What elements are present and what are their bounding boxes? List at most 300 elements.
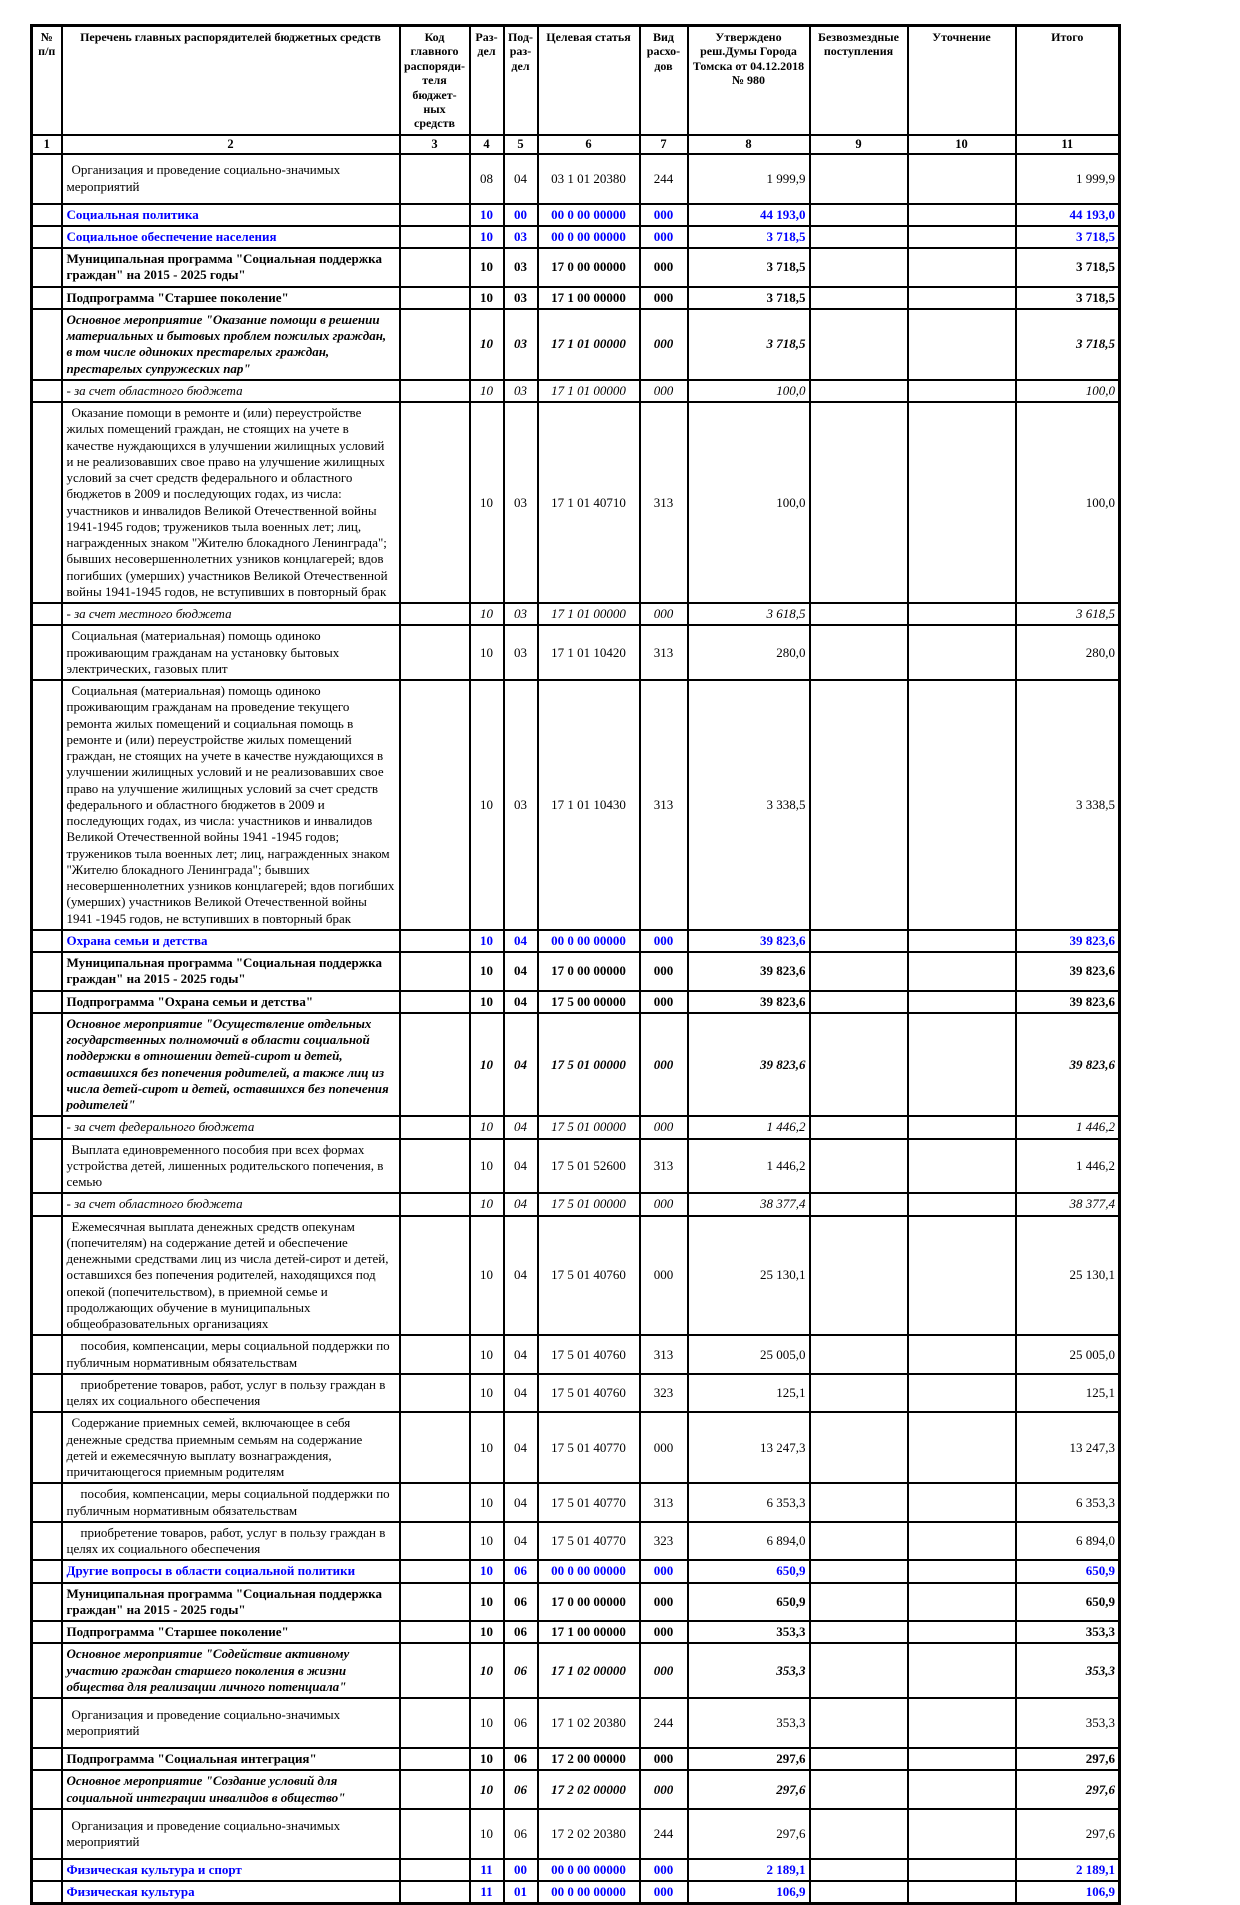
table-row xyxy=(32,1698,1120,1748)
cell-expense-type: 313 xyxy=(640,1335,688,1374)
cell-grbs-code xyxy=(400,625,470,680)
cell-podrazdel: 04 xyxy=(504,1139,538,1194)
cell-num xyxy=(32,226,62,248)
cell-num xyxy=(32,952,62,991)
cell-expense-type: 313 xyxy=(640,1139,688,1194)
table-header xyxy=(32,26,1120,154)
cell-target-article: 17 1 01 10420 xyxy=(538,625,640,680)
cell-num xyxy=(32,1770,62,1809)
cell-total: 297,6 xyxy=(1016,1748,1120,1770)
table-row xyxy=(32,309,1120,380)
table-row xyxy=(32,402,1120,603)
cell-target-article: 00 0 00 00000 xyxy=(538,1859,640,1881)
cell-target-article: 00 0 00 00000 xyxy=(538,204,640,226)
cell-num xyxy=(32,1809,62,1859)
cell-grbs-code xyxy=(400,1770,470,1809)
cell-razdel: 10 xyxy=(470,204,504,226)
cell-approved: 1 999,9 xyxy=(688,154,810,204)
cell-target-article: 00 0 00 00000 xyxy=(538,226,640,248)
cell-podrazdel: 06 xyxy=(504,1809,538,1859)
cell-num xyxy=(32,154,62,204)
table-row xyxy=(32,1374,1120,1413)
cell-target-article: 17 0 00 00000 xyxy=(538,952,640,991)
cell-razdel: 10 xyxy=(470,930,504,952)
cell-target-article: 17 5 01 40760 xyxy=(538,1335,640,1374)
cell-num xyxy=(32,402,62,603)
cell-podrazdel: 04 xyxy=(504,930,538,952)
cell-expense-type: 323 xyxy=(640,1374,688,1413)
cell-target-article: 17 5 01 52600 xyxy=(538,1139,640,1194)
cell-grbs-code xyxy=(400,287,470,309)
cell-num xyxy=(32,1698,62,1748)
cell-razdel: 11 xyxy=(470,1859,504,1881)
cell-podrazdel: 00 xyxy=(504,1859,538,1881)
cell-name: Выплата единовременного пособия при всех формах устройства детей, лишенных родительского попечения, в семью xyxy=(62,1139,400,1194)
cell-target-article: 17 5 01 00000 xyxy=(538,1193,640,1215)
cell-grbs-code xyxy=(400,680,470,930)
cell-name: - за счет федерального бюджета xyxy=(62,1116,400,1138)
cell-adjustment xyxy=(908,1859,1016,1881)
header-cell-num: № п/п xyxy=(32,26,62,135)
cell-gratuitous xyxy=(810,1698,908,1748)
cell-total: 650,9 xyxy=(1016,1583,1120,1622)
cell-adjustment xyxy=(908,1335,1016,1374)
cell-target-article: 17 5 01 40770 xyxy=(538,1483,640,1522)
cell-approved: 353,3 xyxy=(688,1643,810,1698)
cell-adjustment xyxy=(908,1116,1016,1138)
cell-adjustment xyxy=(908,991,1016,1013)
cell-target-article: 17 2 02 20380 xyxy=(538,1809,640,1859)
cell-adjustment xyxy=(908,1374,1016,1413)
cell-grbs-code xyxy=(400,1139,470,1194)
cell-gratuitous xyxy=(810,930,908,952)
cell-podrazdel: 06 xyxy=(504,1770,538,1809)
cell-expense-type: 000 xyxy=(640,226,688,248)
cell-name: приобретение товаров, работ, услуг в пользу граждан в целях их социального обеспечения xyxy=(62,1522,400,1561)
cell-razdel: 10 xyxy=(470,1643,504,1698)
cell-razdel: 10 xyxy=(470,1374,504,1413)
cell-target-article: 17 1 01 40710 xyxy=(538,402,640,603)
cell-total: 25 130,1 xyxy=(1016,1216,1120,1336)
cell-num xyxy=(32,991,62,1013)
cell-approved: 650,9 xyxy=(688,1560,810,1582)
cell-grbs-code xyxy=(400,991,470,1013)
table-row xyxy=(32,1139,1120,1194)
cell-podrazdel: 03 xyxy=(504,625,538,680)
cell-podrazdel: 04 xyxy=(504,1193,538,1215)
cell-total: 3 718,5 xyxy=(1016,287,1120,309)
cell-adjustment xyxy=(908,930,1016,952)
cell-gratuitous xyxy=(810,1748,908,1770)
cell-total: 13 247,3 xyxy=(1016,1412,1120,1483)
cell-expense-type: 000 xyxy=(640,1643,688,1698)
cell-gratuitous xyxy=(810,1560,908,1582)
cell-target-article: 17 1 01 00000 xyxy=(538,603,640,625)
cell-grbs-code xyxy=(400,380,470,402)
cell-adjustment xyxy=(908,1483,1016,1522)
cell-target-article: 00 0 00 00000 xyxy=(538,930,640,952)
cell-name: Подпрограмма "Охрана семьи и детства" xyxy=(62,991,400,1013)
cell-approved: 297,6 xyxy=(688,1748,810,1770)
cell-grbs-code xyxy=(400,1621,470,1643)
cell-name: Основное мероприятие "Создание условий для социальной интеграции инвалидов в общество" xyxy=(62,1770,400,1809)
cell-gratuitous xyxy=(810,1374,908,1413)
cell-name: Муниципальная программа "Социальная поддержка граждан" на 2015 - 2025 годы" xyxy=(62,248,400,287)
cell-num xyxy=(32,380,62,402)
cell-podrazdel: 04 xyxy=(504,991,538,1013)
cell-razdel: 10 xyxy=(470,1583,504,1622)
cell-razdel: 10 xyxy=(470,1770,504,1809)
cell-name: Основное мероприятие "Осуществление отдельных государственных полномочий в области социальной поддержки в отношении детей-сирот и детей, оставшихся без попечения родителей, а также лиц из числа детей-сирот и детей, оставшихся без попечения родителей" xyxy=(62,1013,400,1117)
cell-total: 353,3 xyxy=(1016,1698,1120,1748)
cell-gratuitous xyxy=(810,1621,908,1643)
cell-expense-type: 000 xyxy=(640,930,688,952)
cell-razdel: 10 xyxy=(470,1621,504,1643)
cell-target-article: 17 5 01 40760 xyxy=(538,1216,640,1336)
cell-podrazdel: 06 xyxy=(504,1583,538,1622)
cell-name: Муниципальная программа "Социальная поддержка граждан" на 2015 - 2025 годы" xyxy=(62,952,400,991)
cell-total: 39 823,6 xyxy=(1016,991,1120,1013)
table-row xyxy=(32,1809,1120,1859)
cell-num xyxy=(32,1193,62,1215)
cell-podrazdel: 03 xyxy=(504,402,538,603)
cell-podrazdel: 06 xyxy=(504,1698,538,1748)
cell-target-article: 17 5 01 40770 xyxy=(538,1522,640,1561)
cell-adjustment xyxy=(908,204,1016,226)
cell-total: 650,9 xyxy=(1016,1560,1120,1582)
cell-num xyxy=(32,1621,62,1643)
cell-target-article: 17 1 01 00000 xyxy=(538,309,640,380)
cell-expense-type: 313 xyxy=(640,1483,688,1522)
cell-target-article: 17 2 00 00000 xyxy=(538,1748,640,1770)
cell-razdel: 10 xyxy=(470,1809,504,1859)
cell-razdel: 10 xyxy=(470,991,504,1013)
table-row xyxy=(32,1335,1120,1374)
table-row xyxy=(32,1193,1120,1215)
cell-grbs-code xyxy=(400,952,470,991)
cell-name: Физическая культура xyxy=(62,1881,400,1904)
cell-grbs-code xyxy=(400,248,470,287)
cell-target-article: 17 1 02 00000 xyxy=(538,1643,640,1698)
table-row xyxy=(32,1859,1120,1881)
cell-approved: 1 446,2 xyxy=(688,1116,810,1138)
cell-target-article: 17 1 01 10430 xyxy=(538,680,640,930)
cell-name: Основное мероприятие "Оказание помощи в решении материальных и бытовых проблем пожилых граждан, в том числе одиноких престарелых граждан, престарелых супружеских пар" xyxy=(62,309,400,380)
cell-expense-type: 000 xyxy=(640,1770,688,1809)
cell-adjustment xyxy=(908,952,1016,991)
cell-total: 106,9 xyxy=(1016,1881,1120,1904)
cell-grbs-code xyxy=(400,1522,470,1561)
cell-podrazdel: 04 xyxy=(504,1374,538,1413)
cell-num xyxy=(32,1412,62,1483)
cell-adjustment xyxy=(908,1748,1016,1770)
cell-num xyxy=(32,1116,62,1138)
cell-target-article: 17 1 00 00000 xyxy=(538,1621,640,1643)
cell-total: 1 999,9 xyxy=(1016,154,1120,204)
cell-expense-type: 244 xyxy=(640,1698,688,1748)
cell-grbs-code xyxy=(400,1216,470,1336)
cell-num xyxy=(32,1859,62,1881)
cell-podrazdel: 06 xyxy=(504,1621,538,1643)
column-number: 2 xyxy=(62,135,400,154)
cell-approved: 125,1 xyxy=(688,1374,810,1413)
cell-name: Социальная (материальная) помощь одиноко проживающим гражданам на проведение текущего ремонта жилых помещений и социальная помощь в ремонте и (или) переустройстве жилых помещений граждан, не стоящих на учете в качестве нуждающихся в улучшении жилищных условий и не реализовавших свое право на улучшение жилищных условий за счет средств федерального и областного бюджетов в 2009 и последующих годах, из числа: участников и инвалидов Великой Отечественной войны 1941 -1945 годов; тружеников тыла военных лет; лиц, награжденных знаком "Жителю блокадного Ленинграда"; бывших несовершеннолетних узников концлагерей; вдов погибших (умерших) участников Великой Отечественной войны 1941 -1945 годов, не вступивших в повторный брак xyxy=(62,680,400,930)
cell-approved: 3 718,5 xyxy=(688,309,810,380)
cell-expense-type: 000 xyxy=(640,1748,688,1770)
cell-expense-type: 000 xyxy=(640,603,688,625)
cell-name: Содержание приемных семей, включающее в себя денежные средства приемным семьям на содержание детей и ежемесячную выплату вознаграждения, причитающегося приемным родителям xyxy=(62,1412,400,1483)
header-cell-target-article: Целевая статья xyxy=(538,26,640,135)
cell-gratuitous xyxy=(810,248,908,287)
cell-total: 353,3 xyxy=(1016,1643,1120,1698)
cell-num xyxy=(32,1335,62,1374)
table-row xyxy=(32,1770,1120,1809)
cell-expense-type: 000 xyxy=(640,1583,688,1622)
cell-razdel: 10 xyxy=(470,1748,504,1770)
cell-grbs-code xyxy=(400,1116,470,1138)
cell-adjustment xyxy=(908,1193,1016,1215)
cell-grbs-code xyxy=(400,1809,470,1859)
cell-gratuitous xyxy=(810,287,908,309)
table-row xyxy=(32,204,1120,226)
cell-num xyxy=(32,309,62,380)
cell-grbs-code xyxy=(400,1583,470,1622)
cell-razdel: 11 xyxy=(470,1881,504,1904)
cell-num xyxy=(32,1374,62,1413)
table-row xyxy=(32,287,1120,309)
cell-target-article: 03 1 01 20380 xyxy=(538,154,640,204)
table-row xyxy=(32,1116,1120,1138)
cell-expense-type: 323 xyxy=(640,1522,688,1561)
table-row xyxy=(32,930,1120,952)
cell-grbs-code xyxy=(400,1193,470,1215)
cell-podrazdel: 04 xyxy=(504,1522,538,1561)
table-row xyxy=(32,991,1120,1013)
cell-grbs-code xyxy=(400,309,470,380)
cell-grbs-code xyxy=(400,1412,470,1483)
cell-podrazdel: 04 xyxy=(504,952,538,991)
cell-gratuitous xyxy=(810,1116,908,1138)
cell-total: 39 823,6 xyxy=(1016,1013,1120,1117)
header-cell-approved: Утверждено реш.Думы Города Томска от 04.12.2018 № 980 xyxy=(688,26,810,135)
cell-gratuitous xyxy=(810,380,908,402)
cell-approved: 6 353,3 xyxy=(688,1483,810,1522)
cell-num xyxy=(32,1522,62,1561)
cell-name: Ежемесячная выплата денежных средств опекунам (попечителям) на содержание детей и обеспечение денежными средствами лиц из числа детей-сирот и детей, оставшихся без попечения родителей, находящихся под опекой (попечительством), в приемной семье и продолжающих обучение в муниципальных общеобразовательных организациях xyxy=(62,1216,400,1336)
cell-expense-type: 000 xyxy=(640,1621,688,1643)
cell-gratuitous xyxy=(810,1335,908,1374)
cell-razdel: 10 xyxy=(470,402,504,603)
cell-gratuitous xyxy=(810,1216,908,1336)
column-number: 7 xyxy=(640,135,688,154)
cell-approved: 3 618,5 xyxy=(688,603,810,625)
table-row xyxy=(32,680,1120,930)
cell-gratuitous xyxy=(810,226,908,248)
cell-adjustment xyxy=(908,1621,1016,1643)
cell-approved: 3 718,5 xyxy=(688,248,810,287)
cell-gratuitous xyxy=(810,154,908,204)
cell-num xyxy=(32,1560,62,1582)
cell-grbs-code xyxy=(400,226,470,248)
cell-target-article: 17 0 00 00000 xyxy=(538,248,640,287)
cell-razdel: 10 xyxy=(470,1139,504,1194)
table-row xyxy=(32,625,1120,680)
cell-grbs-code xyxy=(400,1881,470,1904)
cell-adjustment xyxy=(908,1698,1016,1748)
cell-gratuitous xyxy=(810,1013,908,1117)
cell-razdel: 10 xyxy=(470,380,504,402)
cell-name: Подпрограмма "Социальная интеграция" xyxy=(62,1748,400,1770)
cell-gratuitous xyxy=(810,1193,908,1215)
cell-gratuitous xyxy=(810,1483,908,1522)
cell-num xyxy=(32,1013,62,1117)
cell-gratuitous xyxy=(810,1809,908,1859)
cell-approved: 100,0 xyxy=(688,402,810,603)
cell-adjustment xyxy=(908,603,1016,625)
cell-expense-type: 000 xyxy=(640,248,688,287)
cell-name: Подпрограмма "Старшее поколение" xyxy=(62,1621,400,1643)
cell-grbs-code xyxy=(400,1013,470,1117)
table-row xyxy=(32,1522,1120,1561)
cell-podrazdel: 00 xyxy=(504,204,538,226)
header-cell-grbs-code: Код главного распоряди-теля бюджет-ных средств xyxy=(400,26,470,135)
cell-expense-type: 000 xyxy=(640,1560,688,1582)
table-row xyxy=(32,226,1120,248)
cell-target-article: 17 5 01 00000 xyxy=(538,1013,640,1117)
cell-total: 6 353,3 xyxy=(1016,1483,1120,1522)
table-row xyxy=(32,248,1120,287)
table-row xyxy=(32,1412,1120,1483)
cell-gratuitous xyxy=(810,991,908,1013)
cell-grbs-code xyxy=(400,1560,470,1582)
header-cell-podrazdel: Под-раз-дел xyxy=(504,26,538,135)
cell-gratuitous xyxy=(810,1583,908,1622)
table-row xyxy=(32,1643,1120,1698)
column-number: 8 xyxy=(688,135,810,154)
cell-gratuitous xyxy=(810,625,908,680)
cell-approved: 38 377,4 xyxy=(688,1193,810,1215)
cell-podrazdel: 06 xyxy=(504,1560,538,1582)
table-body xyxy=(32,154,1120,1904)
cell-approved: 106,9 xyxy=(688,1881,810,1904)
cell-approved: 353,3 xyxy=(688,1698,810,1748)
cell-num xyxy=(32,1881,62,1904)
cell-adjustment xyxy=(908,402,1016,603)
cell-grbs-code xyxy=(400,204,470,226)
cell-gratuitous xyxy=(810,309,908,380)
cell-grbs-code xyxy=(400,1748,470,1770)
table-row xyxy=(32,952,1120,991)
cell-adjustment xyxy=(908,380,1016,402)
cell-name: Организация и проведение социально-значимых мероприятий xyxy=(62,1698,400,1748)
cell-total: 44 193,0 xyxy=(1016,204,1120,226)
cell-expense-type: 000 xyxy=(640,1412,688,1483)
cell-adjustment xyxy=(908,287,1016,309)
cell-grbs-code xyxy=(400,1643,470,1698)
cell-total: 280,0 xyxy=(1016,625,1120,680)
cell-name: Муниципальная программа "Социальная поддержка граждан" на 2015 - 2025 годы" xyxy=(62,1583,400,1622)
column-number: 10 xyxy=(908,135,1016,154)
table-row xyxy=(32,1013,1120,1117)
cell-name: Оказание помощи в ремонте и (или) переустройстве жилых помещений граждан, не стоящих на учете в качестве нуждающихся в улучшении жилищных условий и не реализовавших свое право на улучшение жилищных условий за счет средств федерального и областного бюджетов в 2009 и последующих годах, из числа: участников и инвалидов Великой Отечественной войны 1941-1945 годов; тружеников тыла военных лет; лиц, награжденных знаком "Жителю блокадного Ленинграда"; бывших несовершеннолетних узников концлагерей; вдов погибших (умерших) участников Великой Отечественной войны 1941-1945 годов, не вступивших в повторный брак xyxy=(62,402,400,603)
cell-podrazdel: 06 xyxy=(504,1643,538,1698)
cell-total: 297,6 xyxy=(1016,1809,1120,1859)
cell-razdel: 10 xyxy=(470,603,504,625)
cell-adjustment xyxy=(908,1770,1016,1809)
cell-num xyxy=(32,1483,62,1522)
cell-target-article: 17 5 01 40770 xyxy=(538,1412,640,1483)
cell-approved: 13 247,3 xyxy=(688,1412,810,1483)
cell-num xyxy=(32,930,62,952)
cell-expense-type: 000 xyxy=(640,1216,688,1336)
cell-gratuitous xyxy=(810,1859,908,1881)
cell-approved: 25 130,1 xyxy=(688,1216,810,1336)
cell-razdel: 10 xyxy=(470,1116,504,1138)
cell-expense-type: 000 xyxy=(640,287,688,309)
cell-approved: 100,0 xyxy=(688,380,810,402)
cell-razdel: 10 xyxy=(470,1412,504,1483)
cell-target-article: 17 2 02 00000 xyxy=(538,1770,640,1809)
table-row xyxy=(32,1881,1120,1904)
cell-expense-type: 000 xyxy=(640,991,688,1013)
table-row xyxy=(32,380,1120,402)
cell-grbs-code xyxy=(400,1698,470,1748)
cell-adjustment xyxy=(908,680,1016,930)
cell-adjustment xyxy=(908,1643,1016,1698)
header-cell-adjustment: Уточнение xyxy=(908,26,1016,135)
cell-adjustment xyxy=(908,309,1016,380)
cell-razdel: 10 xyxy=(470,1483,504,1522)
cell-grbs-code xyxy=(400,1374,470,1413)
cell-approved: 297,6 xyxy=(688,1809,810,1859)
cell-adjustment xyxy=(908,1139,1016,1194)
cell-approved: 6 894,0 xyxy=(688,1522,810,1561)
cell-razdel: 08 xyxy=(470,154,504,204)
cell-total: 39 823,6 xyxy=(1016,952,1120,991)
cell-approved: 39 823,6 xyxy=(688,1013,810,1117)
cell-gratuitous xyxy=(810,1881,908,1904)
cell-podrazdel: 04 xyxy=(504,1483,538,1522)
cell-target-article: 17 5 00 00000 xyxy=(538,991,640,1013)
table-row xyxy=(32,1748,1120,1770)
cell-name: Социальная политика xyxy=(62,204,400,226)
cell-podrazdel: 04 xyxy=(504,1335,538,1374)
cell-target-article: 17 0 00 00000 xyxy=(538,1583,640,1622)
cell-adjustment xyxy=(908,248,1016,287)
cell-approved: 3 718,5 xyxy=(688,226,810,248)
header-cell-total: Итого xyxy=(1016,26,1120,135)
cell-podrazdel: 01 xyxy=(504,1881,538,1904)
column-number-row xyxy=(32,135,1120,154)
cell-approved: 25 005,0 xyxy=(688,1335,810,1374)
cell-adjustment xyxy=(908,1522,1016,1561)
cell-target-article: 17 5 01 40760 xyxy=(538,1374,640,1413)
cell-grbs-code xyxy=(400,1335,470,1374)
cell-num xyxy=(32,1216,62,1336)
table-row xyxy=(32,1216,1120,1336)
cell-num xyxy=(32,1583,62,1622)
cell-grbs-code xyxy=(400,603,470,625)
cell-expense-type: 000 xyxy=(640,309,688,380)
cell-grbs-code xyxy=(400,402,470,603)
budget-table xyxy=(30,24,1121,1905)
cell-target-article: 17 1 01 00000 xyxy=(538,380,640,402)
table-row xyxy=(32,1621,1120,1643)
cell-approved: 44 193,0 xyxy=(688,204,810,226)
cell-num xyxy=(32,1748,62,1770)
cell-approved: 3 718,5 xyxy=(688,287,810,309)
cell-adjustment xyxy=(908,625,1016,680)
